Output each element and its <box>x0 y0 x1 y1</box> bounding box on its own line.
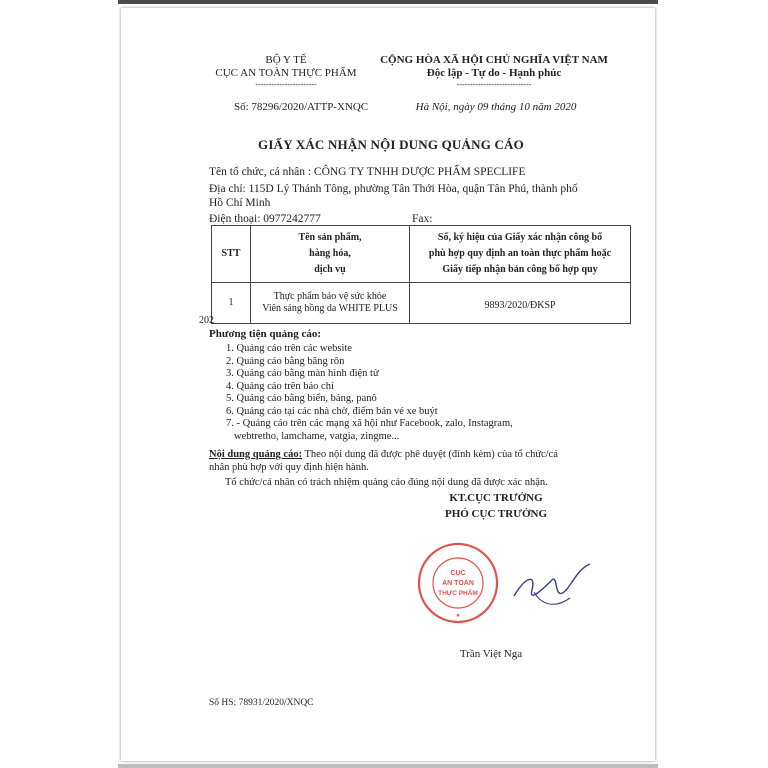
fax-number: Fax: <box>412 213 433 225</box>
right-rule: ---------------------------- <box>456 80 532 89</box>
list-item: webtretho, lamchame, vatgia, zingme... <box>234 430 400 442</box>
ministry-line: BỘ Y TẾ <box>265 54 307 66</box>
list-item: 5. Quảng cáo bằng biển, bảng, panô <box>226 393 377 404</box>
header-product-line: dịch vụ <box>314 264 346 275</box>
ministry-name <box>201 54 371 90</box>
content-paragraph <box>209 448 558 461</box>
state-motto <box>379 54 609 90</box>
list-item: 3. Quảng cáo bằng màn hình điện tử <box>226 368 379 379</box>
organization-name: Tên tổ chức, cá nhân : CÔNG TY TNHH DƯỢC PHẨM SPECLIFE <box>209 166 526 178</box>
signature-stroke <box>534 592 570 604</box>
issue-date: Hà Nội, ngày 09 tháng 10 năm 2020 <box>415 101 577 113</box>
document-title: GIẤY XÁC NHẬN NỘI DUNG QUẢNG CÁO <box>258 137 524 152</box>
list-item: 4. Quảng cáo trên báo chí <box>226 380 334 392</box>
file-number: Số HS: 78931/2020/XNQC <box>209 698 314 708</box>
media-list <box>226 343 513 443</box>
table-header-row <box>212 226 631 283</box>
content-label: Nội dung quảng cáo: <box>209 449 303 460</box>
stamp-star-text: ★ <box>455 613 461 619</box>
responsibility-note: Tổ chức/cá nhân có trách nhiệm quảng cáo đúng nội dung đã được xác nhận. <box>225 477 548 488</box>
stamp-text-bottom: THỰC PHẨM <box>438 590 478 597</box>
table-row <box>212 283 631 324</box>
country-line: CỘNG HÒA XÃ HỘI CHỦ NGHĨA VIỆT NAM <box>380 54 608 66</box>
handwritten-signature <box>506 556 596 616</box>
document-page <box>121 8 655 761</box>
next-page-edge <box>118 764 658 768</box>
header-product <box>251 226 410 283</box>
previous-page-edge <box>118 0 658 4</box>
signer-title-1: KT.CỤC TRƯỞNG <box>449 492 543 504</box>
product-table <box>211 225 631 324</box>
header-certificate <box>410 226 631 283</box>
list-item: 7. - Quảng cáo trên các mạng xã hội như Facebook, zalo, Instagram, <box>226 418 513 429</box>
header-product-line: hàng hóa, <box>309 248 351 259</box>
header-cert-line: phù hợp quy định an toàn thực phẩm hoặc <box>428 248 612 259</box>
signer-title-2: PHÓ CỤC TRƯỞNG <box>444 508 548 520</box>
document-number: Số: 78296/2020/ATTP-XNQC <box>234 101 369 113</box>
address-line-2: Hồ Chí Minh <box>209 197 271 209</box>
header-stt: STT <box>212 226 251 283</box>
media-heading: Phương tiện quảng cáo: <box>209 328 322 340</box>
stamp-text-middle: AN TOÀN <box>442 580 474 587</box>
official-stamp <box>417 542 499 624</box>
address-line-1: Địa chỉ: 115D Lý Thánh Tông, phường Tân Thới Hòa, quận Tân Phú, thành phố <box>209 183 578 195</box>
stamp-text-top: CỤC <box>450 570 466 577</box>
row-certificate: 9893/2020/ĐKSP <box>410 283 631 324</box>
list-item: 1. Quảng cáo trên các website <box>226 343 352 354</box>
header-product-line: Tên sản phẩm, <box>298 232 362 243</box>
list-item: 6. Quảng cáo tại các nhà chờ, điểm bán vé xe buýt <box>226 405 438 417</box>
left-rule: ----------------------- <box>255 80 317 89</box>
list-item: 2. Quảng cáo bằng băng rôn <box>226 355 345 367</box>
row-stt: 1 <box>212 283 251 324</box>
header-cert-line: Giấy tiếp nhận bản công bố hợp quy <box>442 264 598 275</box>
phone-number: Điện thoại: 0977242777 <box>209 213 321 225</box>
agency-line: CỤC AN TOÀN THỰC PHẨM <box>215 67 357 79</box>
row-product-line: Viên sáng hồng da WHITE PLUS <box>262 303 398 314</box>
overflow-mark: 202 <box>199 315 214 326</box>
row-product <box>251 283 410 324</box>
content-text-line-2: nhân phù hợp với quy định hiện hành. <box>209 462 369 473</box>
header-cert-line: Số, ký hiệu của Giấy xác nhận công bố <box>437 232 603 243</box>
row-product-line: Thực phẩm bảo vệ sức khỏe <box>273 291 387 302</box>
signer-name: Trần Việt Nga <box>459 648 523 660</box>
motto-line: Độc lập - Tự do - Hạnh phúc <box>426 67 562 79</box>
content-text: Theo nội dung đã được phê duyệt (đính kèm) của tổ chức/cá <box>302 449 558 460</box>
signature-stroke <box>514 564 590 596</box>
